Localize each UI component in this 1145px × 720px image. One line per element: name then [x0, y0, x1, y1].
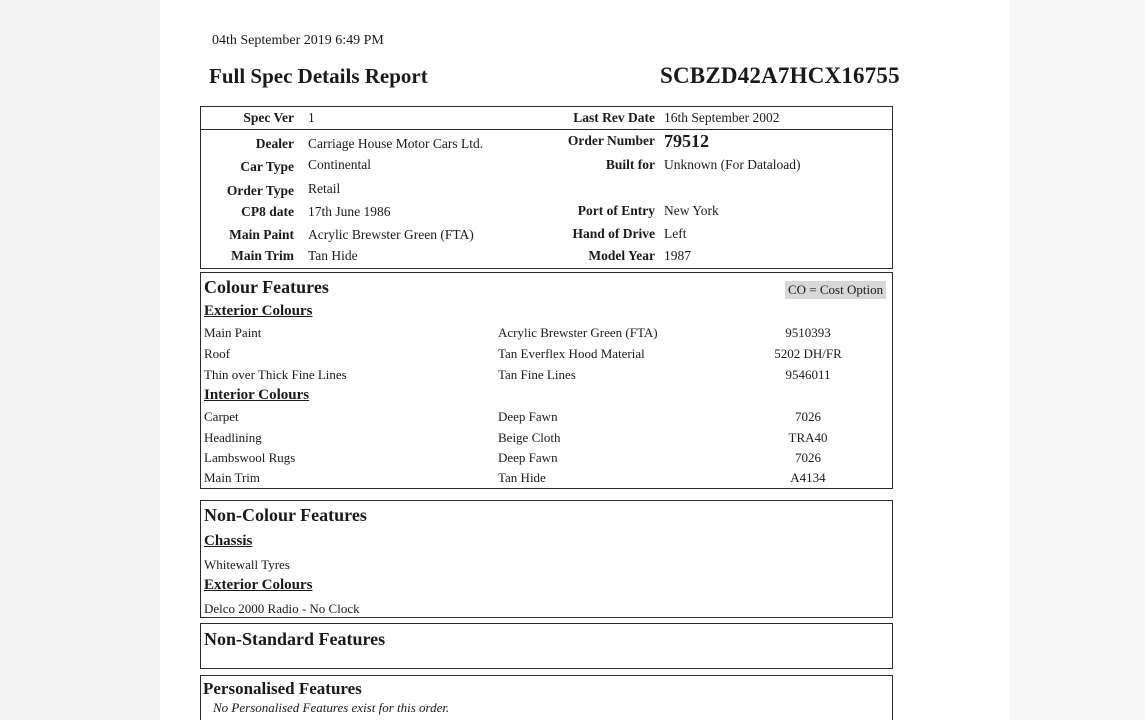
exterior-item: Roof: [204, 346, 230, 361]
spec-ver-label: Spec Ver: [243, 110, 294, 125]
main-trim-value: Tan Hide: [308, 248, 358, 263]
interior-desc: Deep Fawn: [498, 450, 558, 465]
page-margin-left: [0, 0, 160, 720]
main-paint-label: Main Paint: [229, 227, 294, 242]
interior-desc: Tan Hide: [498, 470, 546, 485]
port-of-entry-label: Port of Entry: [577, 203, 655, 218]
last-rev-value: 16th September 2002: [664, 110, 780, 125]
page-margin-right: [1010, 0, 1145, 720]
model-year-value: 1987: [664, 248, 691, 263]
personalised-features-title: Personalised Features: [203, 679, 362, 698]
interior-desc: Deep Fawn: [498, 409, 558, 424]
interior-item: Main Trim: [204, 470, 260, 485]
vehicle-vin: SCBZD42A7HCX16755: [660, 63, 900, 88]
colour-features-title: Colour Features: [204, 277, 329, 297]
non-colour-exterior-item: Delco 2000 Radio - No Clock: [204, 601, 360, 616]
exterior-desc: Tan Fine Lines: [498, 367, 576, 382]
cp8-date-value: 17th June 1986: [308, 204, 391, 219]
page-title: Full Spec Details Report: [209, 64, 428, 88]
interior-colours-title: Interior Colours: [204, 387, 310, 403]
cp8-date-label: CP8 date: [241, 204, 294, 219]
spec-header-box: [200, 106, 893, 269]
interior-code: 7026: [795, 450, 821, 465]
chassis-title: Chassis: [204, 533, 253, 549]
car-type-value: Continental: [308, 157, 371, 172]
order-number-value: 79512: [664, 131, 709, 151]
non-standard-features-section: [200, 623, 893, 669]
last-rev-label: Last Rev Date: [573, 110, 655, 125]
car-type-label: Car Type: [240, 159, 294, 174]
dealer-label: Dealer: [255, 136, 294, 151]
built-for-label: Built for: [605, 157, 655, 172]
interior-item: Lambswool Rugs: [204, 450, 296, 465]
personalised-features-note: No Personalised Features exist for this order.: [213, 700, 450, 715]
interior-code: A4134: [790, 470, 826, 485]
hand-of-drive-value: Left: [664, 226, 687, 241]
order-number-label: Order Number: [567, 133, 655, 148]
spec-ver-value: 1: [308, 110, 315, 125]
dealer-value: Carriage House Motor Cars Ltd.: [308, 136, 484, 151]
colour-features-section: [200, 272, 893, 489]
hand-of-drive-label: Hand of Drive: [572, 226, 655, 241]
interior-desc: Beige Cloth: [498, 430, 561, 445]
exterior-item: Thin over Thick Fine Lines: [204, 367, 347, 382]
built-for-value: Unknown (For Dataload): [664, 157, 801, 172]
order-type-value: Retail: [308, 181, 341, 196]
exterior-code: 9510393: [785, 325, 831, 340]
non-colour-features-section: [200, 500, 893, 618]
main-trim-label: Main Trim: [231, 248, 294, 263]
cost-option-note: CO = Cost Option: [785, 281, 886, 299]
exterior-code: 5202 DH/FR: [774, 346, 842, 361]
exterior-code: 9546011: [785, 367, 831, 382]
exterior-colours-title: Exterior Colours: [204, 303, 313, 319]
main-paint-value: Acrylic Brewster Green (FTA): [308, 227, 474, 242]
exterior-desc: Acrylic Brewster Green (FTA): [498, 325, 658, 340]
header-divider: [201, 129, 892, 130]
interior-code: 7026: [795, 409, 821, 424]
order-type-label: Order Type: [226, 183, 294, 198]
model-year-label: Model Year: [588, 248, 655, 263]
non-standard-features-title: Non-Standard Features: [204, 629, 386, 649]
report-timestamp: 04th September 2019 6:49 PM: [212, 33, 384, 48]
interior-item: Carpet: [204, 409, 239, 424]
interior-code: TRA40: [788, 430, 828, 445]
chassis-item: Whitewall Tyres: [204, 557, 290, 572]
exterior-item: Main Paint: [204, 325, 262, 340]
non-colour-features-title: Non-Colour Features: [204, 505, 367, 525]
port-of-entry-value: New York: [664, 203, 719, 218]
interior-item: Headlining: [204, 430, 262, 445]
personalised-features-section: [200, 675, 893, 720]
exterior-desc: Tan Everflex Hood Material: [498, 346, 645, 361]
non-colour-exterior-title: Exterior Colours: [204, 577, 313, 593]
